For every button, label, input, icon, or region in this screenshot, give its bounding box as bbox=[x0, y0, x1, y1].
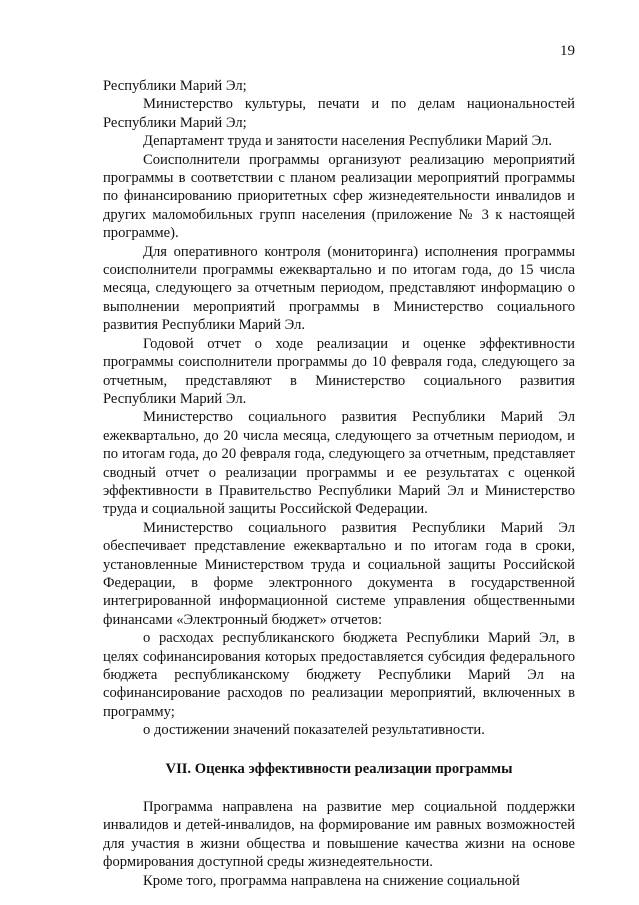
document-body bbox=[103, 77, 575, 890]
paragraph: Для оперативного контроля (мониторинга) исполнения программы соисполнители программы ежеквартально и по итогам года, до 15 числа месяца, следующего за отчетным периодом, представляют информацию о выполнении мероприятий программы в Министерство социального развития Республики Марий Эл. bbox=[103, 243, 575, 334]
paragraph: Республики Марий Эл; bbox=[103, 78, 247, 94]
paragraph: Годовой отчет о ходе реализации и оценке эффективности программы соисполнители программы до 10 февраля года, следующего за отчетным, представляют в Министерство социального развития Республики Марий Эл. bbox=[103, 335, 575, 407]
paragraph: Департамент труда и занятости населения Республики Марий Эл. bbox=[143, 133, 552, 150]
paragraph: Программа направлена на развитие мер социальной поддержки инвалидов и детей-инвалидов, на формирование им равных возможностей для участия в жизни общества и повышение качества жизни на основе формирования доступной среды жизнедеятельности. bbox=[103, 799, 575, 871]
paragraph: о достижении значений показателей результативности. bbox=[143, 722, 485, 739]
paragraph: Министерство культуры, печати и по делам национальностей Республики Марий Эл; bbox=[103, 96, 575, 131]
section-heading: VII. Оценка эффективности реализации программы bbox=[165, 760, 513, 777]
paragraph: Министерство социального развития Республики Марий Эл обеспечивает представление ежеквартально и по итогам года в сроки, установленные Министерством труда и социальной защиты Российской Федерации, в форме электронного документа в государственной интегрированной информационной системе управления общественными финансами «Электронный бюджет» отчетов: bbox=[103, 519, 575, 628]
paragraph: Кроме того, программа направлена на снижение социальной bbox=[143, 872, 520, 889]
paragraph: Министерство социального развития Республики Марий Эл ежеквартально, до 20 числа месяца, следующего за отчетным периодом, и по итогам года, до 20 февраля года, следующего за отчетным, представляет сводный отчет о реализации программы и ее результатах с оценкой эффективности в Правительство Республики Марий Эл и Министерство труда и социальной защиты Российской Федерации. bbox=[103, 409, 575, 518]
paragraph: Соисполнители программы организуют реализацию мероприятий программы в соответствии с планом реализации мероприятий программы по финансированию приоритетных сфер жизнедеятельности инвалидов и других маломобильных групп населения (приложение № 3 к настоящей программе). bbox=[103, 151, 575, 242]
page-number: 19 bbox=[560, 43, 575, 59]
paragraph: о расходах республиканского бюджета Республики Марий Эл, в целях софинансирования которых предоставляется субсидия федерального бюджета республиканскому бюджету Республики Марий Эл на софинансирование расходов по реализации мероприятий, включенных в программу; bbox=[103, 630, 575, 720]
